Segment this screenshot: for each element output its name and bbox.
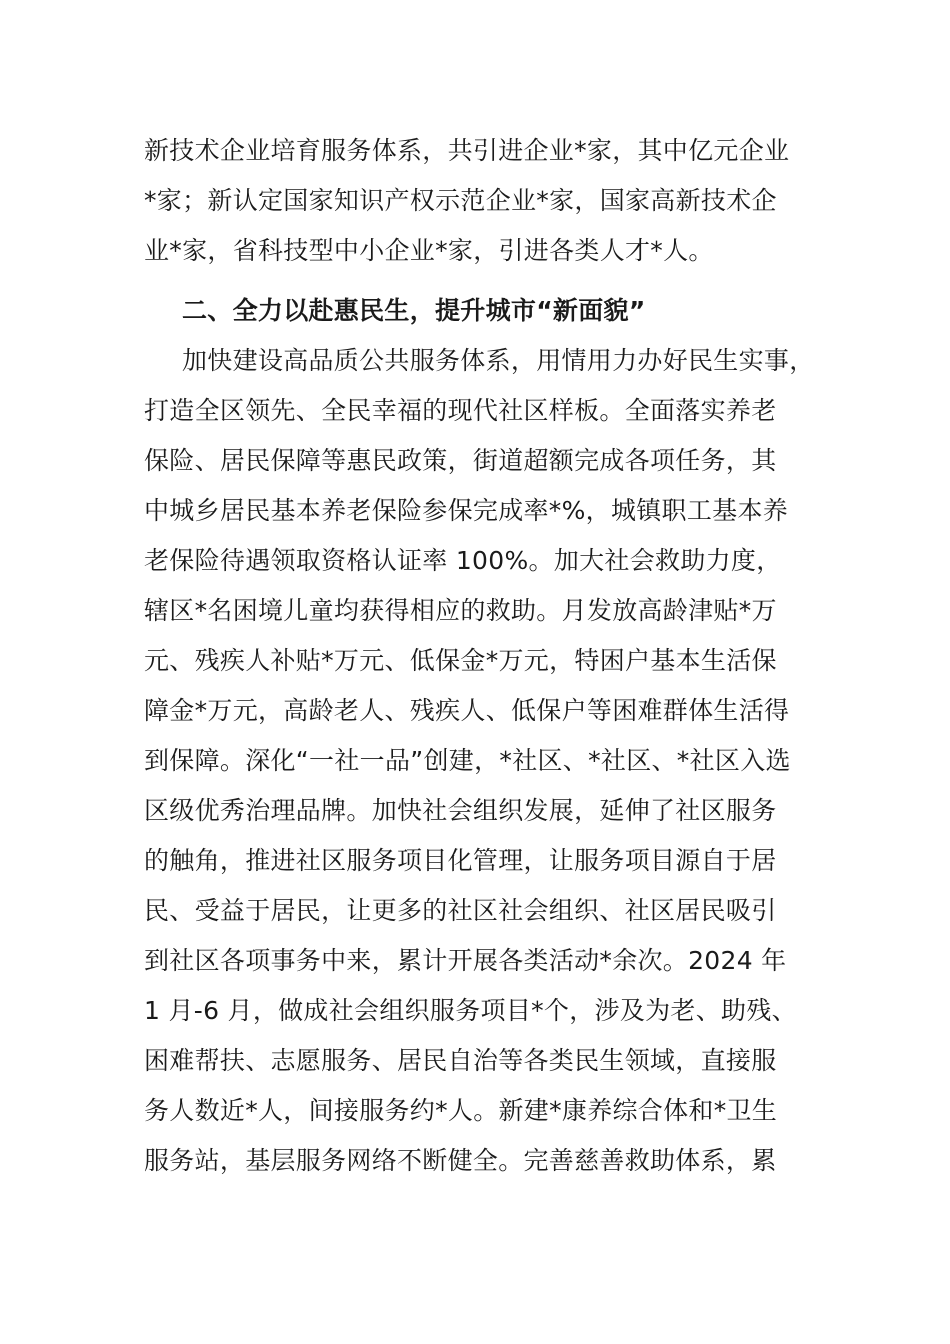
main-line: 加快建设高品质公共服务体系，用情用力办好民生实事， bbox=[182, 346, 815, 375]
intro-line: *家；新认定国家知识产权示范企业*家，国家高新技术企 bbox=[144, 186, 777, 215]
main-line: 元、残疾人补贴*万元、低保金*万元，特困户基本生活保 bbox=[144, 646, 777, 675]
main-line: 辖区*名困境儿童均获得相应的救助。月发放高龄津贴*万 bbox=[144, 596, 777, 625]
document-page bbox=[144, 126, 814, 1186]
main-line: 的触角，推进社区服务项目化管理，让服务项目源自于居 bbox=[144, 846, 777, 875]
main-line: 中城乡居民基本养老保险参保完成率*%，城镇职工基本养 bbox=[144, 496, 789, 525]
main-line: 务人数近*人，间接服务约*人。新建*康养综合体和*卫生 bbox=[144, 1096, 778, 1125]
main-line: 老保险待遇领取资格认证率 100%。加大社会救助力度， bbox=[144, 546, 782, 575]
intro-line: 新技术企业培育服务体系，共引进企业*家，其中亿元企业 bbox=[144, 136, 790, 165]
main-paragraph bbox=[144, 336, 814, 1186]
main-line: 保险、居民保障等惠民政策，街道超额完成各项任务，其 bbox=[144, 446, 777, 475]
main-line: 民、受益于居民，让更多的社区社会组织、社区居民吸引 bbox=[144, 896, 777, 925]
main-line: 打造全区领先、全民幸福的现代社区样板。全面落实养老 bbox=[144, 396, 777, 425]
main-line: 区级优秀治理品牌。加快社会组织发展，延伸了社区服务 bbox=[144, 796, 777, 825]
section-heading: 二、全力以赴惠民生，提升城市“新面貌” bbox=[182, 296, 646, 325]
main-line: 服务站，基层服务网络不断健全。完善慈善救助体系，累 bbox=[144, 1146, 777, 1175]
main-line: 困难帮扶、志愿服务、居民自治等各类民生领域，直接服 bbox=[144, 1046, 777, 1075]
main-line: 障金*万元，高龄老人、残疾人、低保户等困难群体生活得 bbox=[144, 696, 790, 725]
main-line: 1 月-6 月，做成社会组织服务项目*个，涉及为老、助残、 bbox=[144, 996, 797, 1025]
intro-paragraph bbox=[144, 126, 814, 276]
main-line: 到保障。深化“一社一品”创建，*社区、*社区、*社区入选 bbox=[144, 746, 791, 775]
intro-line: 业*家，省科技型中小企业*家，引进各类人才*人。 bbox=[144, 236, 714, 265]
main-line: 到社区各项事务中来，累计开展各类活动*余次。2024 年 bbox=[144, 946, 787, 975]
